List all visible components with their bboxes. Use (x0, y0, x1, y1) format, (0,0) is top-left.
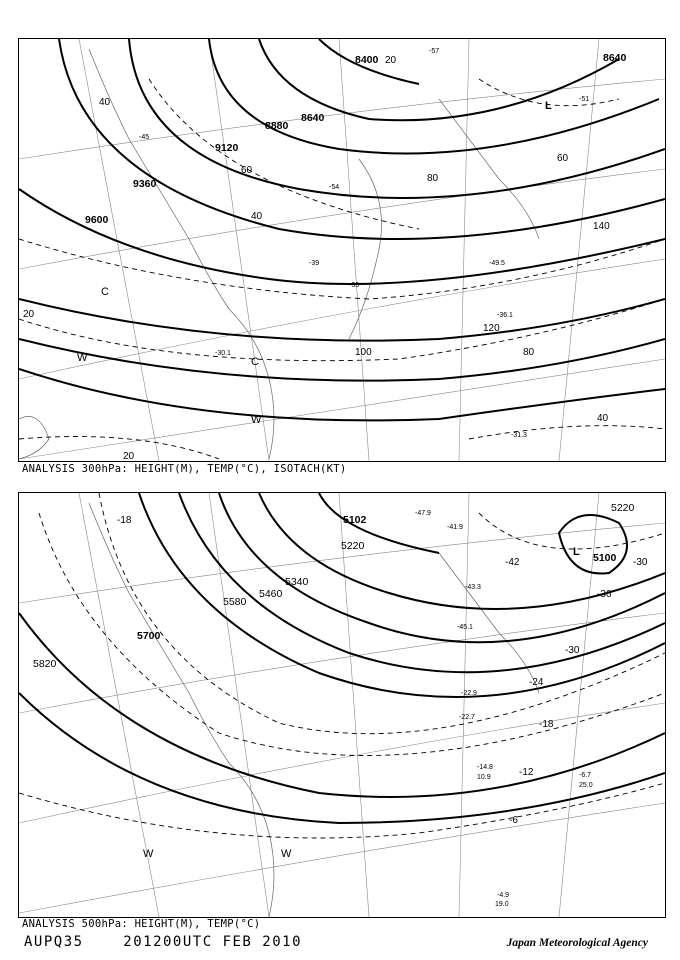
isotach-label: 80 (523, 347, 535, 358)
isotach-label: 20 (385, 55, 397, 66)
isotach-label: 60 (241, 165, 253, 176)
temp-label: -30.1 (215, 350, 231, 357)
temp-label: -45 (139, 134, 150, 141)
temp-line-label: -18 (539, 719, 554, 730)
height-label: 9600 (85, 214, 109, 226)
low-contour (559, 515, 627, 574)
temp-label: -39 (309, 260, 320, 267)
temp-line-label: -18 (117, 515, 132, 526)
height-label: 8880 (265, 120, 289, 132)
temp-line-label: -30 (565, 645, 580, 656)
caption-500hpa: ANALYSIS 500hPa: HEIGHT(M), TEMP(°C) (22, 918, 261, 930)
coastline-500 (89, 503, 539, 917)
temp-line-label: -6 (509, 815, 518, 826)
isotach-label: 120 (483, 323, 500, 334)
height-label: 5700 (137, 630, 161, 642)
height-label: 5220 (611, 502, 635, 514)
temp-label: -54 (329, 184, 340, 191)
height-label: 5100 (593, 552, 617, 564)
isotach-label: 40 (251, 211, 263, 222)
height-label: 8400 (355, 54, 379, 66)
isotach-label: 80 (427, 173, 439, 184)
height-label: 9120 (215, 142, 239, 154)
temp-line-label: -24 (529, 677, 544, 688)
map-300hpa-svg (19, 39, 665, 461)
height-label: 5580 (223, 596, 247, 608)
graticule-300 (19, 39, 665, 461)
isotach-label: 20 (123, 451, 135, 461)
warm-center: W (281, 848, 292, 860)
isotach-label: 20 (23, 309, 35, 320)
station-value: -6.7 (579, 772, 592, 779)
low-center: L (545, 100, 552, 112)
station-value: 19.0 (495, 901, 509, 908)
station-value: -45.1 (457, 624, 473, 631)
temp-line-label: -12 (519, 767, 534, 778)
height-label: 5102 (343, 514, 367, 526)
temp-line-label: -36 (597, 589, 612, 600)
map-500hpa (18, 492, 666, 918)
station-value: 10.9 (477, 774, 491, 781)
isotach-label: 40 (99, 97, 111, 108)
temp-label: -57 (429, 48, 440, 55)
height-label: 5220 (341, 540, 365, 552)
temp-label: -33 (349, 282, 360, 289)
isotach-label: 40 (597, 413, 609, 424)
temp-label: -51 (579, 96, 590, 103)
map-500hpa-svg (19, 493, 665, 917)
isotach-label: 100 (355, 347, 372, 358)
temp-line-labels-500 (117, 515, 648, 826)
height-label: 8640 (301, 112, 325, 124)
station-value: -22.7 (459, 714, 475, 721)
station-value: -4.9 (497, 892, 510, 899)
station-value: 25.0 (579, 782, 593, 789)
chart-code: AUPQ35 201200UTC FEB 2010 (24, 934, 303, 950)
cold-center: C (251, 356, 259, 368)
cold-center: C (101, 286, 109, 298)
temp-label: -49.5 (489, 260, 505, 267)
height-labels-300 (85, 52, 627, 226)
height-label: 5820 (33, 658, 57, 670)
station-value: -22.9 (461, 690, 477, 697)
warm-center: W (143, 848, 154, 860)
coastline-300 (19, 49, 539, 459)
height-labels-500 (33, 502, 635, 670)
temp-line-label: -30 (633, 557, 648, 568)
height-label: 9360 (133, 178, 157, 190)
height-label: 8640 (603, 52, 627, 64)
temp-label: -31.3 (511, 432, 527, 439)
caption-300hpa: ANALYSIS 300hPa: HEIGHT(M), TEMP(°C), ISOTACH(KT) (22, 463, 347, 475)
station-value: -14.8 (477, 764, 493, 771)
height-label: 5340 (285, 576, 309, 588)
station-value: -43.3 (465, 584, 481, 591)
station-values-500 (415, 510, 593, 908)
height-label: 5460 (259, 588, 283, 600)
isotach-label: 60 (557, 153, 569, 164)
low-center: L (573, 546, 580, 558)
agency-name: Japan Meteorological Agency (506, 937, 648, 949)
warm-center: W (77, 352, 88, 364)
temp-label: -36.1 (497, 312, 513, 319)
warm-center: W (251, 414, 262, 426)
station-value: -41.9 (447, 524, 463, 531)
station-value: -47.9 (415, 510, 431, 517)
temp-line-label: -42 (505, 557, 520, 568)
isotach-label: 140 (593, 221, 610, 232)
map-300hpa (18, 38, 666, 462)
